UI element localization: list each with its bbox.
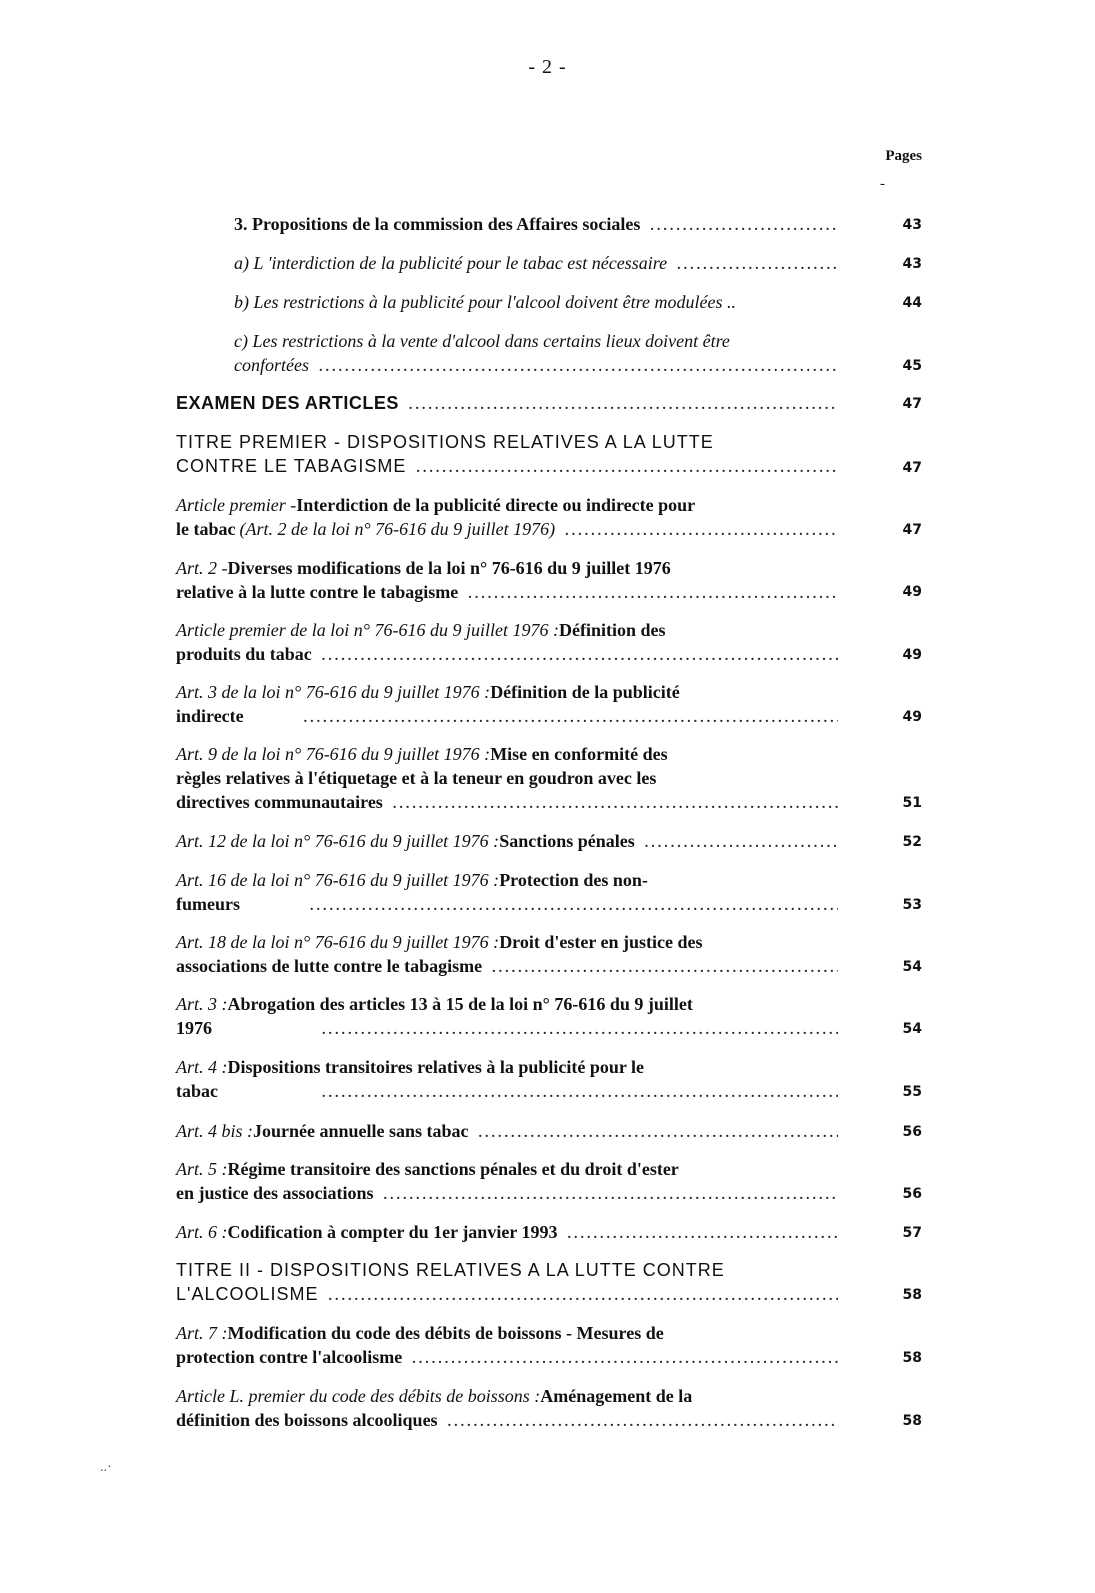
- toc-entry-ref: Art. 7 :: [176, 1323, 228, 1343]
- leader-dots: [468, 583, 838, 607]
- toc-entry-title-line1: c) Les restrictions à la vente d'alcool dans certains lieux doivent être: [234, 331, 730, 351]
- leader-dots: [304, 707, 838, 731]
- toc-entry-examen-articles[interactable]: [176, 391, 840, 418]
- toc-entry-propositions[interactable]: [234, 212, 840, 239]
- toc-page-number: 43: [902, 217, 922, 233]
- toc-entry-ref: Art. 3 :: [176, 994, 228, 1014]
- leader-dots: [319, 356, 838, 380]
- toc-page-number: 58: [902, 1350, 922, 1366]
- toc-entry-ref: Art. 16 de la loi n° 76-616 du 9 juillet 1976 :: [176, 870, 500, 890]
- leader-dots: [393, 793, 838, 817]
- leader-dots: [645, 832, 838, 856]
- toc-page-number: 44: [902, 295, 922, 311]
- toc-entry-art-3-abrogation[interactable]: [176, 992, 840, 1043]
- toc-page-number: 54: [902, 1021, 922, 1037]
- toc-entry-title-line1: Diverses modifications de la loi n° 76-616 du 9 juillet 1976: [227, 558, 671, 578]
- toc-entry-title-line1: Interdiction de la publicité directe ou indirecte pour: [296, 495, 696, 515]
- toc-page-number: 55: [902, 1084, 922, 1100]
- toc-entry-title-line2: en justice des associations: [176, 1183, 374, 1203]
- toc-page-number: 58: [902, 1413, 922, 1429]
- leader-dots: [384, 1184, 839, 1208]
- toc-entry-title-line2: produits du tabac: [176, 644, 312, 664]
- toc-entry-ref: Art. 5 :: [176, 1159, 228, 1179]
- leader-dots: [310, 895, 838, 919]
- toc-entry-title-line2: protection contre l'alcoolisme: [176, 1347, 403, 1367]
- toc-entry-article-l-premier[interactable]: [176, 1384, 840, 1435]
- toc-entry-title: a) L 'interdiction de la publicité pour le tabac est nécessaire: [234, 253, 668, 273]
- toc-entry-title-line1: Protection des non-: [499, 870, 648, 890]
- toc-entry-title: 3. Propositions de la commission des Affaires sociales: [234, 214, 641, 234]
- toc-entry-ref: Art. 12 de la loi n° 76-616 du 9 juillet 1976 :: [176, 831, 500, 851]
- toc-page-number: 49: [902, 584, 922, 600]
- toc-entry-art-4-bis[interactable]: [176, 1119, 840, 1146]
- leader-dots: [416, 457, 838, 481]
- pages-column-dash: -: [880, 176, 885, 192]
- page-number: - 2 -: [528, 56, 567, 78]
- toc-entry-ref: Art. 6 :: [176, 1222, 228, 1242]
- toc-entry-ref-law: (Art. 2 de la loi n° 76-616 du 9 juillet 1976): [239, 519, 556, 539]
- toc-page-number: 56: [902, 1124, 922, 1140]
- toc-entry-title-line2: le tabac: [176, 519, 236, 539]
- toc-entry-title-line2: indirecte: [176, 706, 244, 726]
- toc-entry-ref: Article premier -: [176, 495, 297, 515]
- toc-entry-title-line2: tabac: [176, 1081, 218, 1101]
- leader-dots: [448, 1411, 838, 1435]
- toc-page-number: 53: [902, 897, 922, 913]
- toc-page-number: 49: [902, 647, 922, 663]
- toc-page-number: 51: [902, 795, 922, 811]
- toc-entry-title-line2: définition des boissons alcooliques: [176, 1410, 438, 1430]
- toc-entry-title-line1: TITRE II - DISPOSITIONS RELATIVES A LA LUTTE CONTRE: [176, 1260, 725, 1280]
- toc-entry-article-premier[interactable]: [176, 493, 840, 544]
- toc-entry-droit-ester[interactable]: [176, 930, 840, 981]
- toc-page-number: 56: [902, 1186, 922, 1202]
- leader-dots: [322, 645, 838, 669]
- toc-entry-publicite-indirecte[interactable]: [176, 680, 840, 731]
- toc-entry-title-line1: Dispositions transitoires relatives à la publicité pour le: [227, 1057, 645, 1077]
- leader-dots: [409, 394, 838, 418]
- toc-entry-art-7[interactable]: [176, 1321, 840, 1372]
- toc-entry-art-5[interactable]: [176, 1157, 840, 1208]
- toc-entry-title: Journée annuelle sans tabac: [253, 1121, 469, 1141]
- toc-entry-art-2[interactable]: [176, 556, 840, 607]
- leader-dots: [322, 1082, 838, 1106]
- toc-entry-ref: Art. 9 de la loi n° 76-616 du 9 juillet 1976 :: [176, 744, 491, 764]
- toc-page-number: 54: [902, 959, 922, 975]
- toc-entry-title-line3: directives communautaires: [176, 792, 383, 812]
- toc-entry-title-line1: Régime transitoire des sanctions pénales et du droit d'ester: [227, 1159, 679, 1179]
- toc-entry-title-line2: CONTRE LE TABAGISME: [176, 456, 407, 476]
- toc-page-number: 52: [902, 834, 922, 850]
- toc-entry-interdiction-tabac[interactable]: [234, 251, 840, 278]
- pages-column-header: Pages: [885, 148, 922, 164]
- toc-entry-title-line1: Modification du code des débits de boissons - Mesures de: [227, 1323, 664, 1343]
- leader-dots: [328, 1285, 838, 1309]
- toc-entry-etiquetage[interactable]: [176, 742, 840, 817]
- toc-page-number: 43: [902, 256, 922, 272]
- toc-entry-titre-premier[interactable]: [176, 430, 840, 481]
- toc-entry-title-line1: Abrogation des articles 13 à 15 de la loi n° 76-616 du 9 juillet: [227, 994, 693, 1014]
- leader-dots: [677, 254, 838, 278]
- toc-entry-ref: Art. 4 :: [176, 1057, 228, 1077]
- toc-entry-ref: Art. 4 bis :: [176, 1121, 254, 1141]
- toc-page-number: 45: [902, 358, 922, 374]
- toc-entry-title-line2: relative à la lutte contre le tabagisme: [176, 582, 459, 602]
- toc-entry-title-line2: L'ALCOOLISME: [176, 1284, 319, 1304]
- toc-entry-title: EXAMEN DES ARTICLES: [176, 393, 399, 413]
- toc-entry-title: Codification à compter du 1er janvier 1993: [227, 1222, 558, 1242]
- toc-page-number: 57: [902, 1225, 922, 1241]
- toc-entry-title-line2: règles relatives à l'étiquetage et à la teneur en goudron avec les: [176, 768, 657, 788]
- toc-page-number: 47: [902, 522, 922, 538]
- toc-entry-sanctions-penales[interactable]: [176, 829, 840, 856]
- toc-page-number: 47: [902, 396, 922, 412]
- leader-dots: [412, 1348, 838, 1372]
- leader-dots: [567, 1223, 838, 1247]
- toc-entry-titre-ii[interactable]: [176, 1258, 840, 1309]
- toc-entry-ref: Article premier de la loi n° 76-616 du 9 juillet 1976 :: [176, 620, 559, 640]
- toc-page-number: 49: [902, 709, 922, 725]
- toc-page-number: 58: [902, 1287, 922, 1303]
- leader-dots: [650, 215, 838, 239]
- scan-mark: ..·: [100, 1460, 112, 1475]
- toc-entry-title-line1: TITRE PREMIER - DISPOSITIONS RELATIVES A LA LUTTE: [176, 432, 714, 452]
- toc-entry-title-line2: 1976: [176, 1018, 212, 1038]
- toc-entry-vente-alcool[interactable]: [234, 329, 840, 380]
- toc-entry-art-4[interactable]: [176, 1055, 840, 1106]
- toc-entry-title-line2: confortées: [234, 355, 309, 375]
- leader-dots: [479, 1122, 838, 1146]
- toc-entry-ref: Art. 2 -: [176, 558, 228, 578]
- toc-entry-title-line2: fumeurs: [176, 894, 240, 914]
- toc-entry-title-line1: Définition des: [558, 620, 666, 640]
- toc-entry-title-line1: Droit d'ester en justice des: [499, 932, 703, 952]
- toc-page-number: 47: [902, 460, 922, 476]
- leader-dots: [322, 1019, 838, 1043]
- toc-entry-restrictions-alcool[interactable]: [234, 290, 840, 314]
- toc-entry-title-line1: Aménagement de la: [540, 1386, 693, 1406]
- toc-entry-title-line2: associations de lutte contre le tabagisme: [176, 956, 483, 976]
- toc-entry-title-line1: Définition de la publicité: [490, 682, 680, 702]
- toc-entry-title: Sanctions pénales: [499, 831, 635, 851]
- toc-entry-ref: Article L. premier du code des débits de boissons :: [176, 1386, 541, 1406]
- toc-entry-art-6[interactable]: [176, 1220, 840, 1247]
- toc-entry-ref: Art. 18 de la loi n° 76-616 du 9 juillet 1976 :: [176, 932, 500, 952]
- leader-dots: [565, 520, 838, 544]
- toc-entry-non-fumeurs[interactable]: [176, 868, 840, 919]
- toc-entry-ref: Art. 3 de la loi n° 76-616 du 9 juillet 1976 :: [176, 682, 491, 702]
- toc-entry-title: b) Les restrictions à la publicité pour l'alcool doivent être modulées ..: [234, 292, 736, 312]
- toc-entry-title-line1: Mise en conformité des: [490, 744, 668, 764]
- toc-entry-definition-produits[interactable]: [176, 618, 840, 669]
- leader-dots: [492, 957, 838, 981]
